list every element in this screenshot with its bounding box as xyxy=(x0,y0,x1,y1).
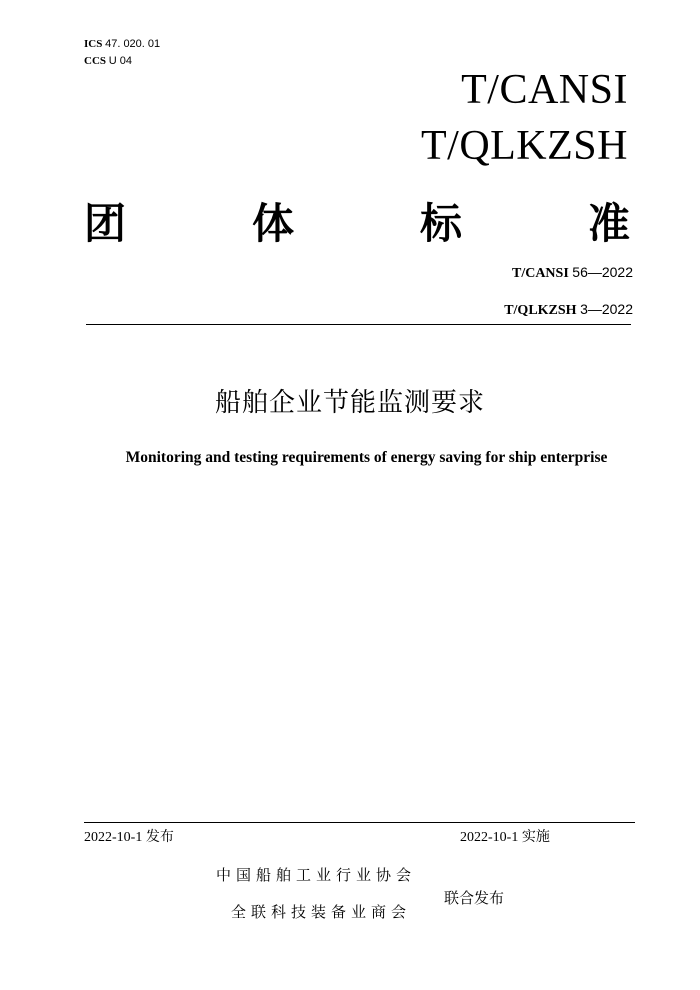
publisher-org-2: 全联科技装备业商会 xyxy=(231,903,412,921)
standard-number-prefix: T/QLKZSH xyxy=(504,303,577,318)
ccs-label: CCS xyxy=(84,55,107,67)
publish-date xyxy=(84,827,174,848)
standard-number-cansi xyxy=(512,263,633,283)
publish-date-value: 2022-10-1 xyxy=(84,830,143,845)
ics-code xyxy=(84,37,160,51)
standard-number-prefix: T/CANSI xyxy=(511,266,569,281)
footer-divider xyxy=(84,822,635,823)
standard-type-char: 准 xyxy=(587,199,630,248)
standard-number-value: 3—2022 xyxy=(580,301,633,317)
ccs-value: U 04 xyxy=(108,55,133,67)
standard-number-value: 56—2022 xyxy=(572,264,633,280)
standard-type-char: 标 xyxy=(419,199,462,248)
publisher-org-1: 中国船舶工业行业协会 xyxy=(216,866,417,884)
ics-label: ICS xyxy=(84,38,103,50)
header-divider xyxy=(86,324,631,325)
ccs-code xyxy=(84,54,132,68)
standard-type-heading xyxy=(84,195,630,247)
standard-type-char: 体 xyxy=(251,199,294,248)
implement-date xyxy=(460,827,550,848)
primary-standard-code: T/CANSI xyxy=(461,67,628,113)
implement-date-label: 实施 xyxy=(521,829,550,845)
standard-number-qlkzsh xyxy=(504,300,633,320)
english-title: Monitoring and testing requirements of energy saving for ship enterprise xyxy=(125,449,608,466)
standard-type-char: 团 xyxy=(84,199,127,248)
chinese-title: 船舶企业节能监测要求 xyxy=(214,388,485,418)
joint-publish-label: 联合发布 xyxy=(444,889,505,907)
secondary-standard-code: T/QLKZSH xyxy=(421,123,628,169)
ics-value: 47. 020. 01 xyxy=(105,38,161,50)
publish-date-label: 发布 xyxy=(145,829,174,845)
implement-date-value: 2022-10-1 xyxy=(460,830,519,845)
